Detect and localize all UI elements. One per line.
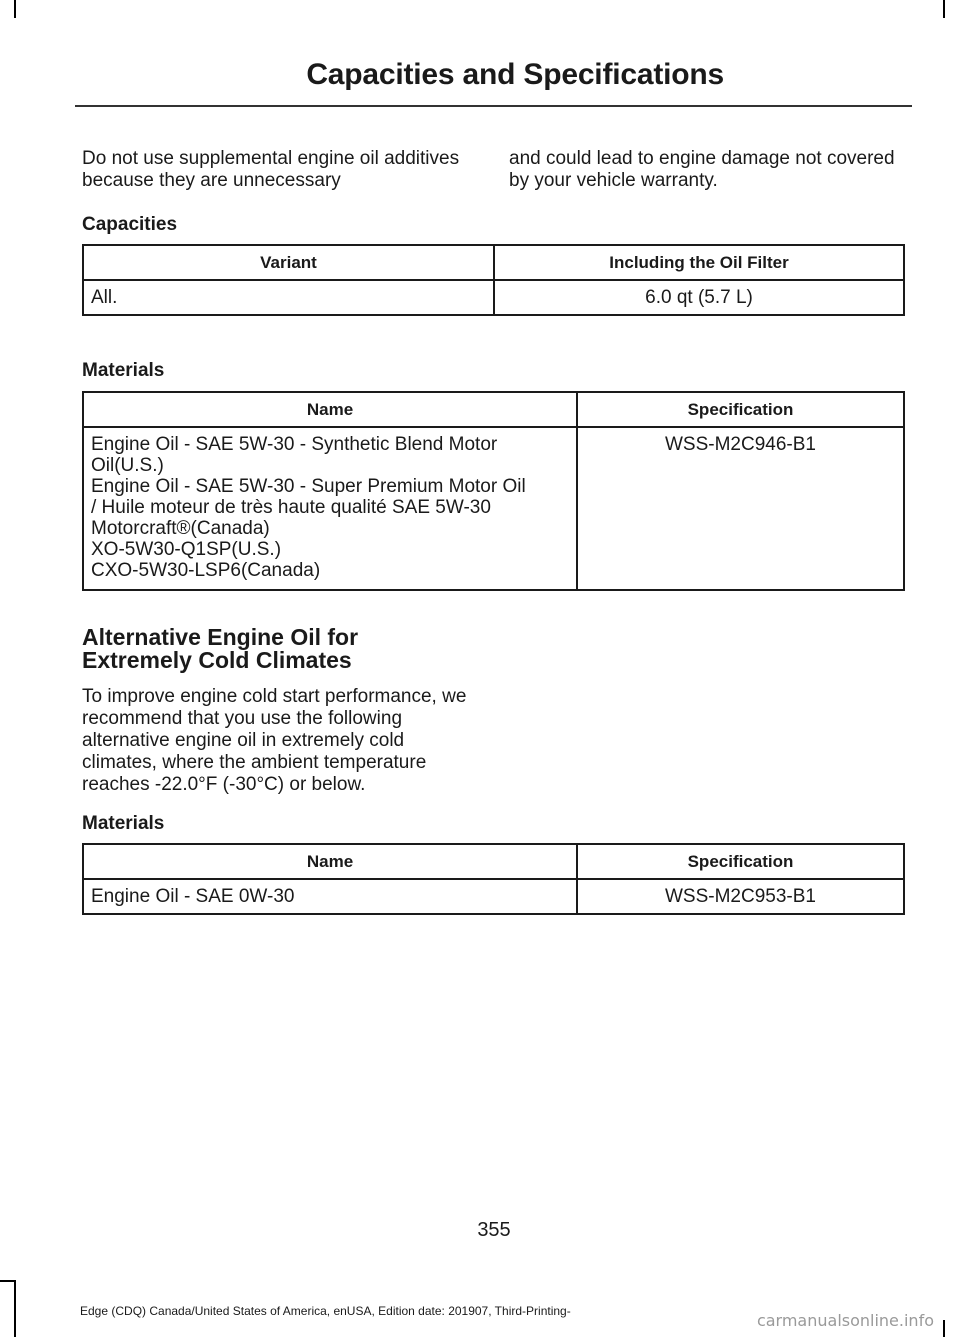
oil-name-line: Engine Oil - SAE 5W-30 - Super Premium Motor Oil <box>91 476 526 497</box>
section-heading-line: Alternative Engine Oil for <box>82 624 359 650</box>
crop-mark-bottom-left-horizontal <box>0 1280 16 1282</box>
section-heading-line: Extremely Cold Climates <box>82 647 352 673</box>
table-row <box>83 280 904 315</box>
cold-climate-materials-table <box>82 843 905 915</box>
oil-name-cell: Engine Oil - SAE 0W-30 <box>83 879 577 914</box>
oil-name-line: Oil(U.S.) <box>91 455 164 476</box>
capacities-table <box>82 244 905 316</box>
intro-right-column: and could lead to engine damage not covered by your vehicle warranty. <box>509 148 895 191</box>
crop-mark-top-right <box>943 0 945 18</box>
table-row <box>83 879 904 914</box>
column-header-variant: Variant <box>83 245 494 280</box>
materials-heading: Materials <box>82 813 165 834</box>
table-row <box>83 427 904 590</box>
table-header-row <box>83 245 904 280</box>
oil-name-line: CXO-5W30-LSP6(Canada) <box>91 560 321 581</box>
intro-left-column: Do not use supplemental engine oil additives because they are unnecessary <box>82 148 460 191</box>
title-divider <box>75 105 912 107</box>
crop-mark-top-left <box>14 0 16 18</box>
materials-heading: Materials <box>82 360 165 381</box>
column-header-name: Name <box>83 844 577 879</box>
column-header-specification: Specification <box>577 844 904 879</box>
table-header-row <box>83 392 904 427</box>
oil-name-line: XO-5W30-Q1SP(U.S.) <box>91 539 282 560</box>
specification-cell: WSS-M2C953-B1 <box>577 879 904 914</box>
oil-name-line: Engine Oil - SAE 5W-30 - Synthetic Blend Motor <box>91 434 498 455</box>
variant-cell: All. <box>83 280 494 315</box>
column-header-oil-filter: Including the Oil Filter <box>494 245 904 280</box>
section-heading <box>82 626 502 672</box>
specification-cell: WSS-M2C946-B1 <box>577 427 904 590</box>
table-header-row <box>83 844 904 879</box>
page-title: Capacities and Specifications <box>306 58 724 91</box>
oil-name-cell <box>83 427 577 590</box>
watermark: carmanualsonline.info <box>756 1311 934 1330</box>
capacities-heading: Capacities <box>82 214 178 235</box>
materials-table <box>82 391 905 591</box>
oil-name-line: / Huile moteur de très haute qualité SAE 5W-30 <box>91 497 491 518</box>
page-number: 355 <box>477 1219 511 1241</box>
intro-text <box>82 148 905 192</box>
crop-mark-bottom-left <box>14 1280 16 1337</box>
oil-name-line: Motorcraft®(Canada) <box>91 518 270 539</box>
column-header-specification: Specification <box>577 392 904 427</box>
column-header-name: Name <box>83 392 577 427</box>
cold-climate-paragraph: To improve engine cold start performance, we recommend that you use the following alternative engine oil in extremely cold climates, where the ambient temperature reaches -22.0°F (-30°C) or below. <box>82 686 467 795</box>
crop-mark-bottom-right <box>943 1320 945 1337</box>
footer-edition-text: Edge (CDQ) Canada/United States of America, enUSA, Edition date: 201907, Third-Printing- <box>80 1304 571 1318</box>
capacity-cell: 6.0 qt (5.7 L) <box>494 280 904 315</box>
